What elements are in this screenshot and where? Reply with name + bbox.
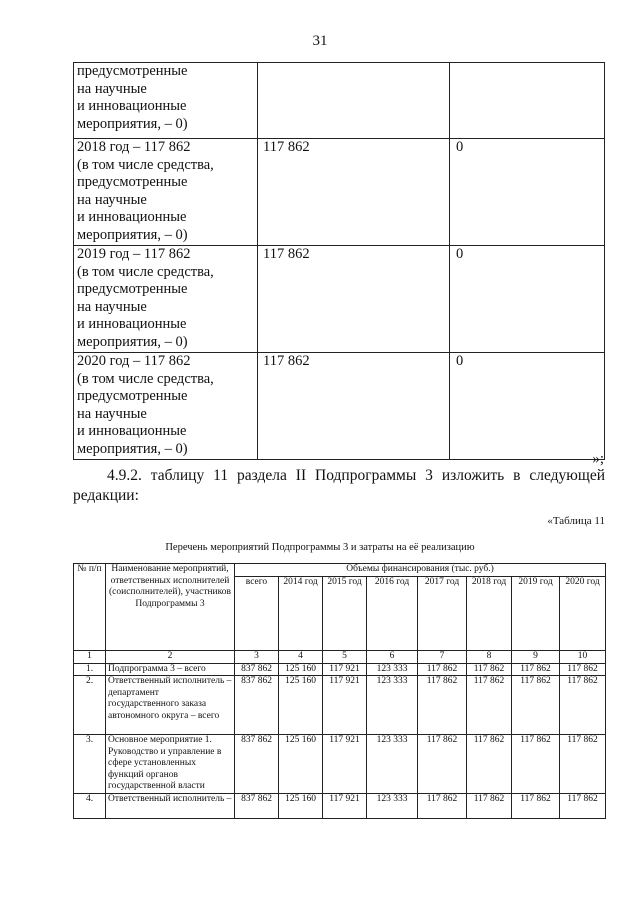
funding-value: 117 862 <box>418 735 467 794</box>
header-year: всего <box>235 576 279 651</box>
table-reference: «Таблица 11 <box>547 515 605 527</box>
funding-value: 117 862 <box>560 794 606 819</box>
period-line: предусмотренные <box>77 63 188 79</box>
column-number: 2 <box>106 651 235 664</box>
period-line: (в том числе средства, <box>77 263 214 280</box>
funding-row <box>74 63 605 139</box>
funding-row <box>74 353 605 460</box>
header-year: 2018 год <box>467 576 512 651</box>
header-funding: Объемы финансирования (тыс. руб.) <box>235 564 606 577</box>
period-line: мероприятия, – 0) <box>77 226 188 243</box>
table-row <box>74 735 606 794</box>
funding-value: 125 160 <box>279 663 323 676</box>
period-cell <box>74 246 258 353</box>
row-number: 3. <box>74 735 106 794</box>
column-number: 6 <box>367 651 418 664</box>
period-line: предусмотренные <box>77 281 188 298</box>
column-number: 3 <box>235 651 279 664</box>
period-line: на научные <box>77 298 147 315</box>
funding-value: 837 862 <box>235 794 279 819</box>
funding-value: 117 862 <box>512 663 560 676</box>
innovation-amount-cell: 0 <box>450 353 605 460</box>
header-row-1 <box>74 564 606 577</box>
column-number: 1 <box>74 651 106 664</box>
funding-value: 123 333 <box>367 794 418 819</box>
period-line: на научные <box>77 80 147 97</box>
header-num: № п/п <box>74 564 106 651</box>
innovation-amount-cell: 0 <box>450 139 605 246</box>
period-line: и инновационные <box>77 209 187 226</box>
innovation-amount-cell <box>450 63 605 139</box>
funding-value: 117 862 <box>512 676 560 735</box>
period-cell <box>74 139 258 246</box>
header-year: 2014 год <box>279 576 323 651</box>
amount-cell: 117 862 <box>258 353 450 460</box>
period-line: и инновационные <box>77 98 187 115</box>
measures-table-body <box>74 564 606 819</box>
funding-value: 837 862 <box>235 676 279 735</box>
amendment-paragraph <box>73 466 605 506</box>
funding-value: 123 333 <box>367 676 418 735</box>
funding-value: 117 862 <box>512 735 560 794</box>
funding-value: 117 862 <box>418 794 467 819</box>
column-number: 7 <box>418 651 467 664</box>
funding-value: 117 862 <box>467 735 512 794</box>
funding-value: 123 333 <box>367 735 418 794</box>
period-line: предусмотренные <box>77 388 188 405</box>
funding-value: 117 862 <box>560 676 606 735</box>
column-number: 4 <box>279 651 323 664</box>
table-caption: Перечень мероприятий Подпрограммы 3 и затраты на её реализацию <box>165 542 475 553</box>
funding-by-year-table-body <box>74 63 605 460</box>
period-line: предусмотренные <box>77 174 188 191</box>
row-number: 1. <box>74 663 106 676</box>
funding-row <box>74 246 605 353</box>
funding-value: 125 160 <box>279 676 323 735</box>
period-line: 2020 год – 117 862 <box>77 353 191 369</box>
period-cell <box>74 353 258 460</box>
measures-table <box>73 563 606 819</box>
period-line: мероприятия, – 0) <box>77 333 188 350</box>
column-number: 5 <box>323 651 367 664</box>
period-line: на научные <box>77 405 147 422</box>
funding-value: 117 862 <box>467 794 512 819</box>
row-number: 2. <box>74 676 106 735</box>
funding-value: 117 862 <box>560 735 606 794</box>
funding-row <box>74 139 605 246</box>
funding-value: 117 862 <box>418 663 467 676</box>
period-line: мероприятия, – 0) <box>77 440 188 457</box>
table-row <box>74 663 606 676</box>
table-row <box>74 794 606 819</box>
header-year: 2017 год <box>418 576 467 651</box>
funding-value: 117 862 <box>418 676 467 735</box>
amount-cell <box>258 63 450 139</box>
header-year: 2015 год <box>323 576 367 651</box>
funding-value: 837 862 <box>235 735 279 794</box>
funding-value: 117 921 <box>323 794 367 819</box>
funding-value: 837 862 <box>235 663 279 676</box>
table-row <box>74 676 606 735</box>
period-line: и инновационные <box>77 316 187 333</box>
period-line: мероприятия, – 0) <box>77 115 188 132</box>
amount-cell: 117 862 <box>258 139 450 246</box>
period-line: и инновационные <box>77 423 187 440</box>
header-year: 2020 год <box>560 576 606 651</box>
header-name: Наименование мероприятий, ответственных исполнителей (соисполнителей), участников Подпрограммы 3 <box>106 564 235 651</box>
measure-name: Ответственный исполнитель – <box>106 794 235 819</box>
funding-value: 117 921 <box>323 676 367 735</box>
paragraph-line-1: 4.9.2. таблицу 11 раздела II Подпрограммы 3 изложить в следующей <box>107 467 605 484</box>
paragraph-line-2: редакции: <box>73 487 139 504</box>
measure-name: Ответственный исполнитель – департамент государственного заказа автономного округа – всего <box>106 676 235 735</box>
period-line: (в том числе средства, <box>77 156 214 173</box>
period-line: (в том числе средства, <box>77 370 214 387</box>
header-year: 2019 год <box>512 576 560 651</box>
column-number: 8 <box>467 651 512 664</box>
measure-name: Основное мероприятие 1. Руководство и управление в сфере установленных функций органов государственной власти <box>106 735 235 794</box>
funding-value: 117 862 <box>467 663 512 676</box>
period-line: 2019 год – 117 862 <box>77 246 191 262</box>
period-line: на научные <box>77 191 147 208</box>
column-number: 9 <box>512 651 560 664</box>
funding-value: 117 862 <box>560 663 606 676</box>
funding-value: 123 333 <box>367 663 418 676</box>
funding-value: 117 921 <box>323 735 367 794</box>
funding-by-year-table <box>73 62 605 460</box>
funding-value: 117 862 <box>512 794 560 819</box>
column-number: 10 <box>560 651 606 664</box>
funding-value: 117 921 <box>323 663 367 676</box>
closing-quote: »; <box>592 451 604 467</box>
page-number: 31 <box>312 33 328 49</box>
funding-value: 117 862 <box>467 676 512 735</box>
funding-value: 125 160 <box>279 735 323 794</box>
funding-value: 125 160 <box>279 794 323 819</box>
amount-cell: 117 862 <box>258 246 450 353</box>
column-numbers-row <box>74 651 606 664</box>
header-year: 2016 год <box>367 576 418 651</box>
period-cell <box>74 63 258 139</box>
period-line: 2018 год – 117 862 <box>77 139 191 155</box>
row-number: 4. <box>74 794 106 819</box>
innovation-amount-cell: 0 <box>450 246 605 353</box>
measure-name: Подпрограмма 3 – всего <box>106 663 235 676</box>
